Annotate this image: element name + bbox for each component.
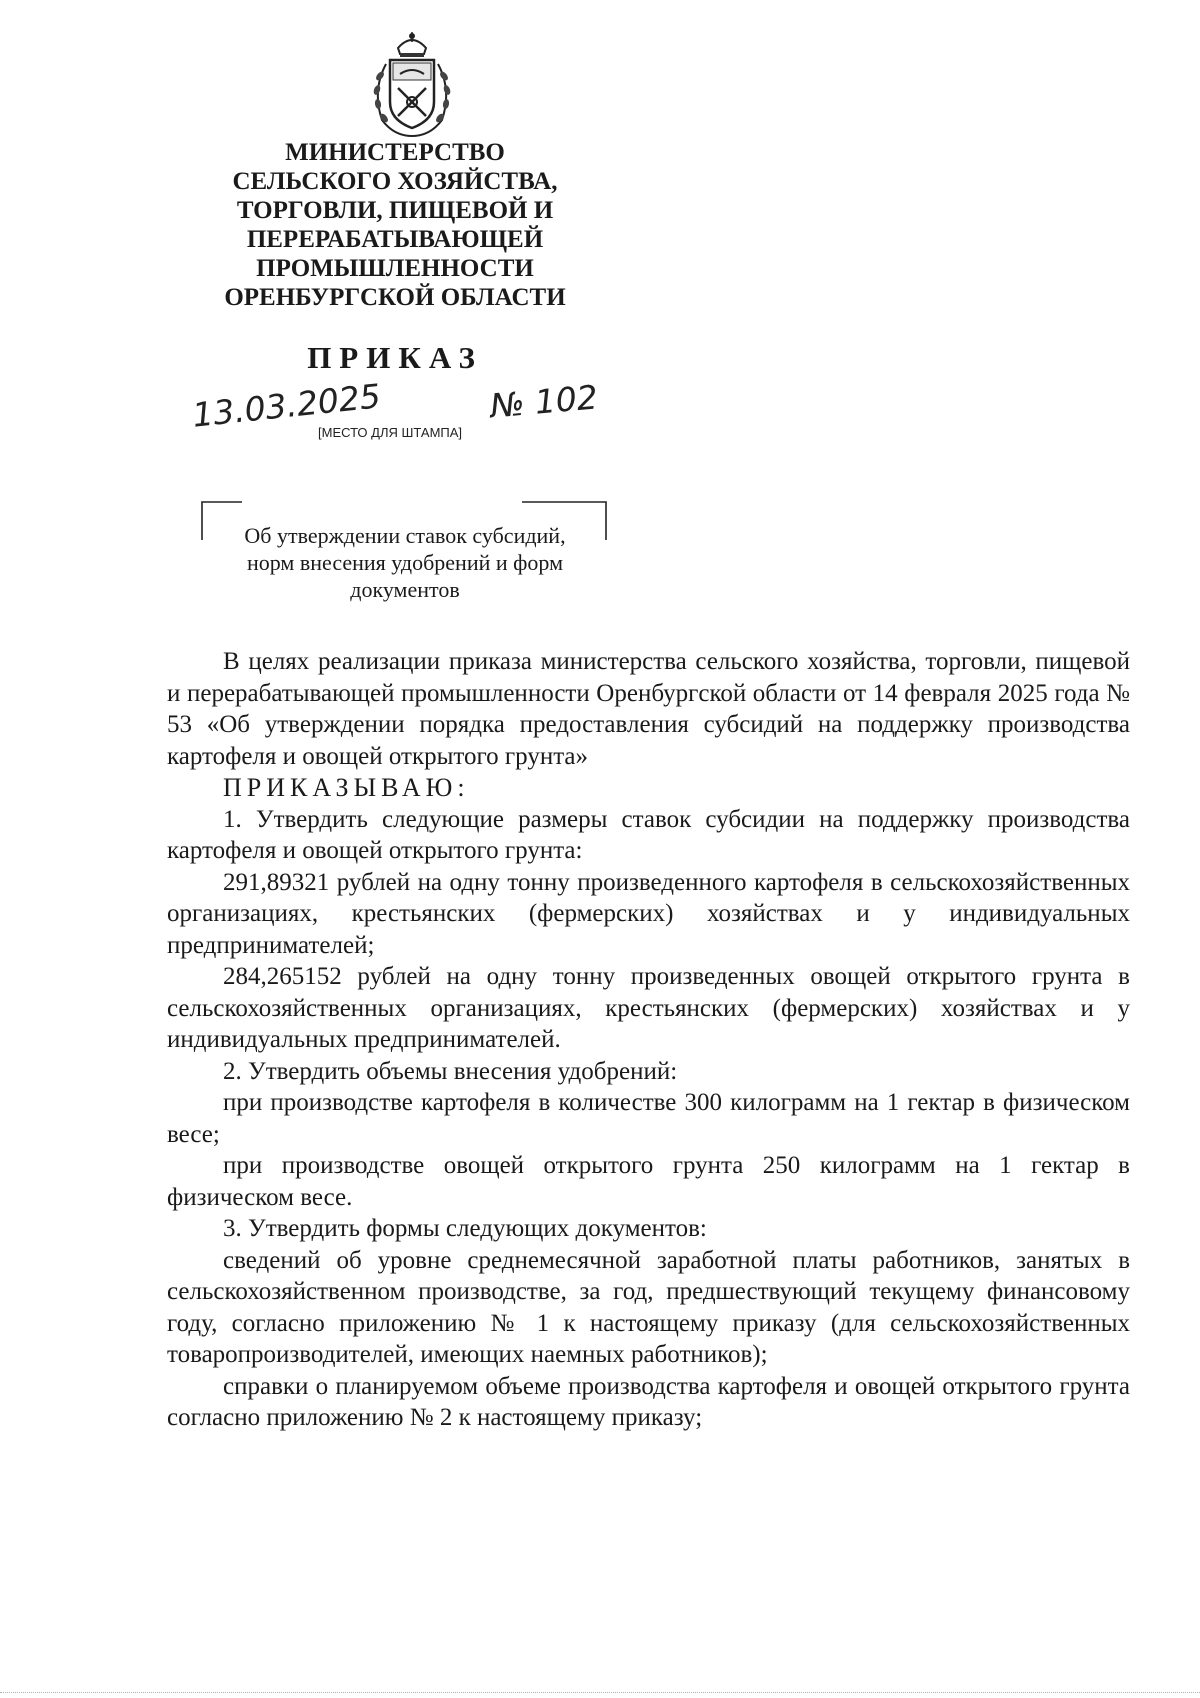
document-body: [167, 646, 1130, 1434]
item-3-paragraph: 3. Утвердить формы следующих документов:: [223, 1215, 707, 1242]
ministry-name: [180, 138, 610, 312]
stamp-placeholder: [МЕСТО ДЛЯ ШТАМПА]: [318, 425, 463, 440]
ministry-line: МИНИСТЕРСТВО: [285, 139, 505, 166]
coat-of-arms-icon: [360, 30, 464, 142]
preamble-paragraph: В целях реализации приказа министерства сельского хозяйства, торговли, пищевой и перерабатывающей промышленности Оренбургской области от 14 февраля 2025 года № 53 «Об утверждении порядка предоставления субсидий на поддержку производства картофеля и овощей открытого грунта»: [167, 648, 1130, 770]
ministry-line: СЕЛЬСКОГО ХОЗЯЙСТВА,: [232, 168, 558, 195]
document-subject: [215, 522, 595, 603]
item-1-paragraph: 1. Утвердить следующие размеры ставок субсидии на поддержку производства картофеля и овощей открытого грунта:: [167, 805, 1130, 864]
ministry-line: ПЕРЕРАБАТЫВАЮЩЕЙ: [246, 226, 544, 253]
subject-line: документов: [350, 577, 460, 602]
item-1a-paragraph: 291,89321 рублей на одну тонну произведенного картофеля в сельскохозяйственных организациях, крестьянских (фермерских) хозяйствах и у индивидуальных предпринимателей;: [167, 868, 1130, 959]
subject-line: Об утверждении ставок субсидий,: [244, 523, 566, 548]
item-2-paragraph: 2. Утвердить объемы внесения удобрений:: [223, 1057, 678, 1085]
ministry-line: ОРЕНБУРГСКОЙ ОБЛАСТИ: [224, 284, 566, 311]
item-2a-paragraph: при производстве картофеля в количестве 300 килограмм на 1 гектар в физическом весе;: [167, 1089, 1130, 1148]
subject-line: норм внесения удобрений и форм: [246, 550, 563, 575]
handwritten-date: 13.03.2025: [190, 376, 383, 435]
scan-bottom-edge: [0, 1692, 1200, 1695]
item-3a-paragraph: сведений об уровне среднемесячной заработной платы работников, занятых в сельскохозяйственном производстве, за год, предшествующий текущему финансовому году, согласно приложению № 1 к настоящему приказу (для сельскохозяйственных товаропроизводителей, имеющих наемных работников);: [167, 1246, 1130, 1368]
item-1b-paragraph: 284,265152 рублей на одну тонну произведенных овощей открытого грунта в сельскохозяйственных организациях, крестьянских (фермерских) хозяйствах и у индивидуальных предпринимателей.: [167, 963, 1130, 1053]
item-3b-paragraph: справки о планируемом объеме производства картофеля и овощей открытого грунта согласно приложению № 2 к настоящему приказу;: [167, 1372, 1130, 1431]
ministry-line: ТОРГОВЛИ, ПИЩЕВОЙ И: [236, 197, 554, 224]
document-type-title: ПРИКАЗ: [307, 340, 483, 375]
item-2b-paragraph: при производстве овощей открытого грунта 250 килограмм на 1 гектар в физическом весе.: [167, 1152, 1130, 1211]
ministry-line: ПРОМЫШЛЕННОСТИ: [256, 255, 534, 282]
handwritten-number: № 102: [488, 377, 600, 426]
order-word: ПРИКАЗЫВАЮ:: [223, 773, 470, 802]
